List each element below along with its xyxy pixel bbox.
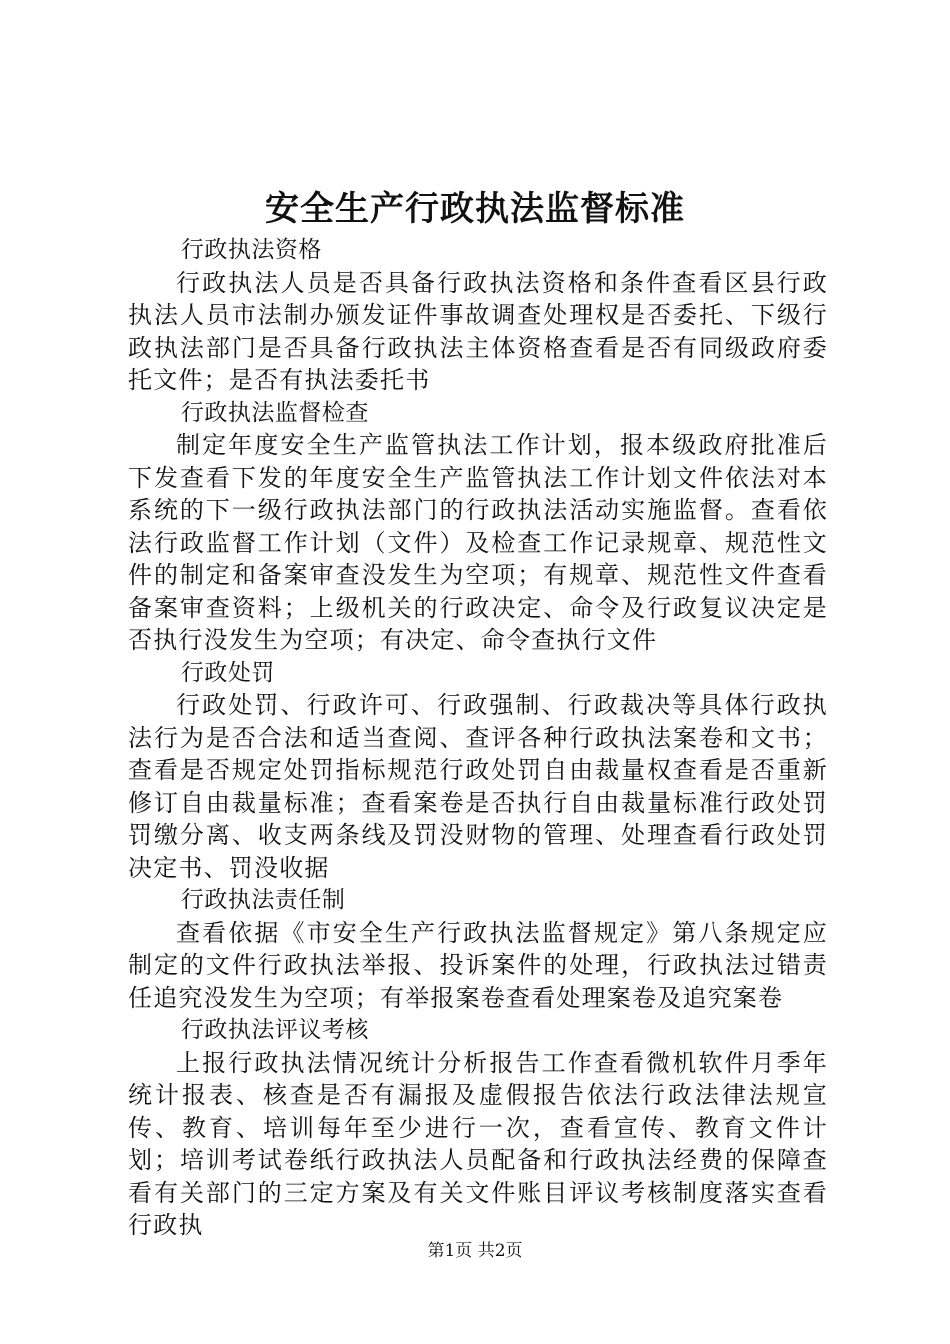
section-heading-penalty: 行政处罚 [180,659,275,686]
section-body-evaluation: 上报行政执法情况统计分析报告工作查看微机软件月季年统计报表、核查是否有漏报及虚假报告依法行政法律法规宣传、教育、培训每年至少进行一次，查看宣传、教育文件计划；培训考试卷纸行政执法人员配备和行政执法经费的保障查看有关部门的三定方案及有关文件账目评议考核制度落实查看行政执 [128,1048,828,1239]
document-title: 安全生产行政执法监督标准 [265,189,685,229]
section-heading-supervision: 行政执法监督检查 [180,399,369,426]
section-body-penalty: 行政处罚、行政许可、行政强制、行政裁决等具体行政执法行为是否合法和适当查阅、查评各种行政执法案卷和文书；查看是否规定处罚指标规范行政处罚自由裁量权查看是否重新修订自由裁量标准；查看案卷是否执行自由裁量标准行政处罚罚缴分离、收支两条线及罚没财物的管理、处理查看行政处罚决定书、罚没收据 [128,691,828,882]
section-heading-evaluation: 行政执法评议考核 [180,1017,369,1043]
section-heading-qualification: 行政执法资格 [180,237,322,263]
document-body [128,234,828,1242]
section-heading-responsibility: 行政执法责任制 [180,887,346,913]
section-body-supervision: 制定年度安全生产监管执法工作计划，报本级政府批准后下发查看下发的年度安全生产监管执法工作计划文件依法对本系统的下一级行政执法部门的行政执法活动实施监督。查看依法行政监督工作计划（文件）及检查工作记录规章、规范性文件的制定和备案审查没发生为空项；有规章、规范性文件查看备案审查资料；上级机关的行政决定、命令及行政复议决定是否执行没发生为空项；有决定、命令查执行文件 [128,431,828,654]
section-body-qualification: 行政执法人员是否具备行政执法资格和条件查看区县行政执法人员市法制办颁发证件事故调查处理权是否委托、下级行政执法部门是否具备行政执法主体资格查看是否有同级政府委托文件；是否有执法委托书 [128,268,828,394]
section-body-responsibility: 查看依据《市安全生产行政执法监督规定》第八条规定应制定的文件行政执法举报、投诉案件的处理，行政执法过错责任追究没发生为空项；有举报案卷查看处理案卷及追究案卷 [128,918,828,1012]
page-number-footer: 第1页 共2页 [427,1241,523,1261]
